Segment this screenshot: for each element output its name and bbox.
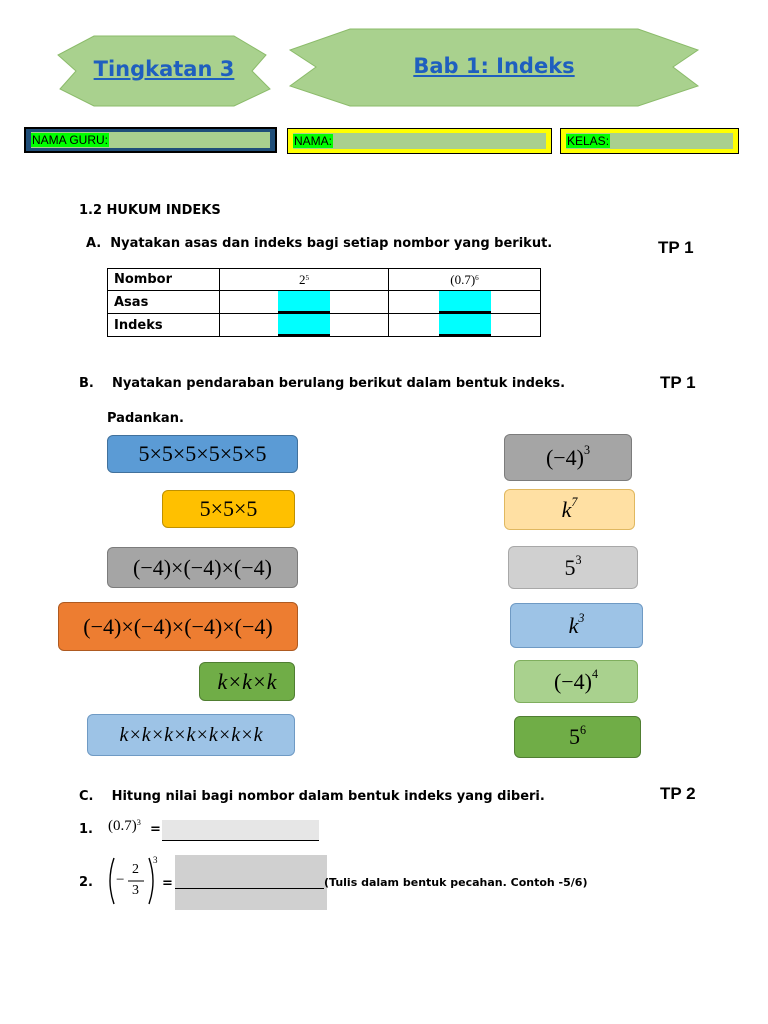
part-b-heading: B. Nyatakan pendaraban berulang berikut dalam bentuk indeks.: [79, 376, 566, 391]
question-1-answer-input[interactable]: [162, 820, 319, 841]
chapter-badge: [288, 26, 700, 108]
base-answer-1-input[interactable]: [278, 291, 330, 313]
left-tile-5-text: k×k×k: [217, 668, 277, 694]
left-tile-4-text: (−4)×(−4)×(−4)×(−4): [83, 613, 273, 639]
left-tile-5[interactable]: [199, 662, 295, 701]
right-tile-2[interactable]: [504, 489, 635, 530]
question-1-equals: =: [150, 822, 161, 837]
right-tile-4-base: k: [568, 612, 579, 638]
part-c-heading: C. Hitung nilai bagi nombor dalam bentuk indeks yang diberi.: [79, 789, 545, 804]
table-row: [108, 291, 541, 314]
right-tile-1-base: (−4): [545, 444, 584, 470]
index-answer-cell-1: [220, 314, 389, 337]
base-answer-cell-1: [220, 291, 389, 314]
question-2-equals: =: [162, 876, 173, 891]
number-2-exp: 6: [475, 273, 479, 282]
base-answer-2-input[interactable]: [439, 291, 491, 313]
left-tile-3-text: (−4)×(−4)×(−4): [133, 554, 272, 580]
teacher-name-box: [24, 127, 277, 153]
teacher-name-field[interactable]: [31, 132, 270, 148]
number-1-exp: 5: [305, 273, 310, 282]
row-header-base: Asas: [108, 291, 220, 314]
left-tile-2-text: 5×5×5: [199, 496, 258, 521]
question-1-expression: [108, 818, 141, 835]
match-instruction: Padankan.: [107, 411, 184, 426]
left-tile-6-text: k×k×k×k×k×k×k: [119, 723, 263, 746]
right-tile-3-base: 5: [564, 554, 576, 580]
right-tile-2-exp: 7: [571, 495, 578, 510]
question-2-note: (Tulis dalam bentuk pecahan. Contoh -5/6): [324, 876, 588, 889]
question-2-sign: −: [116, 872, 125, 888]
number-cell-2: [389, 269, 541, 291]
question-2-denominator: 3: [132, 883, 139, 898]
right-tile-4-exp: 3: [578, 611, 585, 626]
part-b-tp: TP 1: [660, 373, 696, 392]
left-tile-1[interactable]: [107, 435, 298, 473]
question-2-exp: 3: [153, 855, 158, 865]
right-tile-5[interactable]: [514, 660, 638, 703]
right-tile-5-exp: 4: [592, 667, 599, 682]
question-2-answer-line: [175, 874, 324, 889]
left-tile-2[interactable]: [162, 490, 295, 528]
index-answer-1-input[interactable]: [278, 314, 330, 336]
level-badge: [56, 33, 272, 109]
left-tile-3[interactable]: [107, 547, 298, 588]
base-index-table: [107, 268, 541, 337]
right-tile-4[interactable]: [510, 603, 643, 648]
teacher-label: NAMA GURU:: [32, 133, 109, 147]
question-2-number: 2.: [79, 875, 93, 890]
name-label: NAMA:: [294, 134, 333, 148]
student-name-field[interactable]: [293, 133, 546, 149]
index-answer-cell-2: [389, 314, 541, 337]
table-row: [108, 314, 541, 337]
chapter-title: Bab 1: Indeks: [413, 54, 575, 78]
base-answer-cell-2: [389, 291, 541, 314]
left-tile-6[interactable]: [87, 714, 295, 756]
right-tile-2-base: k: [561, 496, 572, 522]
left-tile-1-text: 5×5×5×5×5×5: [138, 441, 267, 466]
row-header-number: Nombor: [108, 269, 220, 291]
part-c-tp: TP 2: [660, 784, 696, 803]
question-1-exp: 3: [136, 818, 141, 828]
part-a-heading: A. Nyatakan asas dan indeks bagi setiap nombor yang berikut.: [86, 236, 553, 251]
question-1-number: 1.: [79, 822, 93, 837]
right-tile-6-base: 5: [568, 724, 580, 749]
question-1-base: (0.7): [108, 818, 137, 834]
table-row: [108, 269, 541, 291]
right-tile-6[interactable]: [514, 716, 641, 758]
right-tile-6-exp: 6: [579, 722, 587, 737]
class-field[interactable]: [566, 133, 733, 149]
right-tile-1[interactable]: [504, 434, 632, 481]
left-tile-4[interactable]: [58, 602, 298, 651]
question-2-numerator: 2: [132, 862, 139, 877]
right-tile-5-base: (−4): [553, 668, 592, 694]
part-a-tp: TP 1: [658, 238, 694, 257]
class-box: [560, 128, 739, 154]
index-answer-2-input[interactable]: [439, 314, 491, 336]
number-cell-1: [220, 269, 389, 291]
right-tile-3-exp: 3: [575, 553, 582, 568]
level-title: Tingkatan 3: [93, 57, 235, 81]
question-2-expression: [106, 855, 162, 907]
student-name-box: [287, 128, 552, 154]
right-tile-1-exp: 3: [584, 443, 591, 458]
row-header-index: Indeks: [108, 314, 220, 337]
number-2-base: (0.7): [450, 271, 476, 287]
right-tile-3[interactable]: [508, 546, 638, 589]
section-title: 1.2 HUKUM INDEKS: [79, 203, 221, 218]
class-label: KELAS:: [567, 134, 610, 148]
number-1-base: 2: [298, 271, 306, 287]
